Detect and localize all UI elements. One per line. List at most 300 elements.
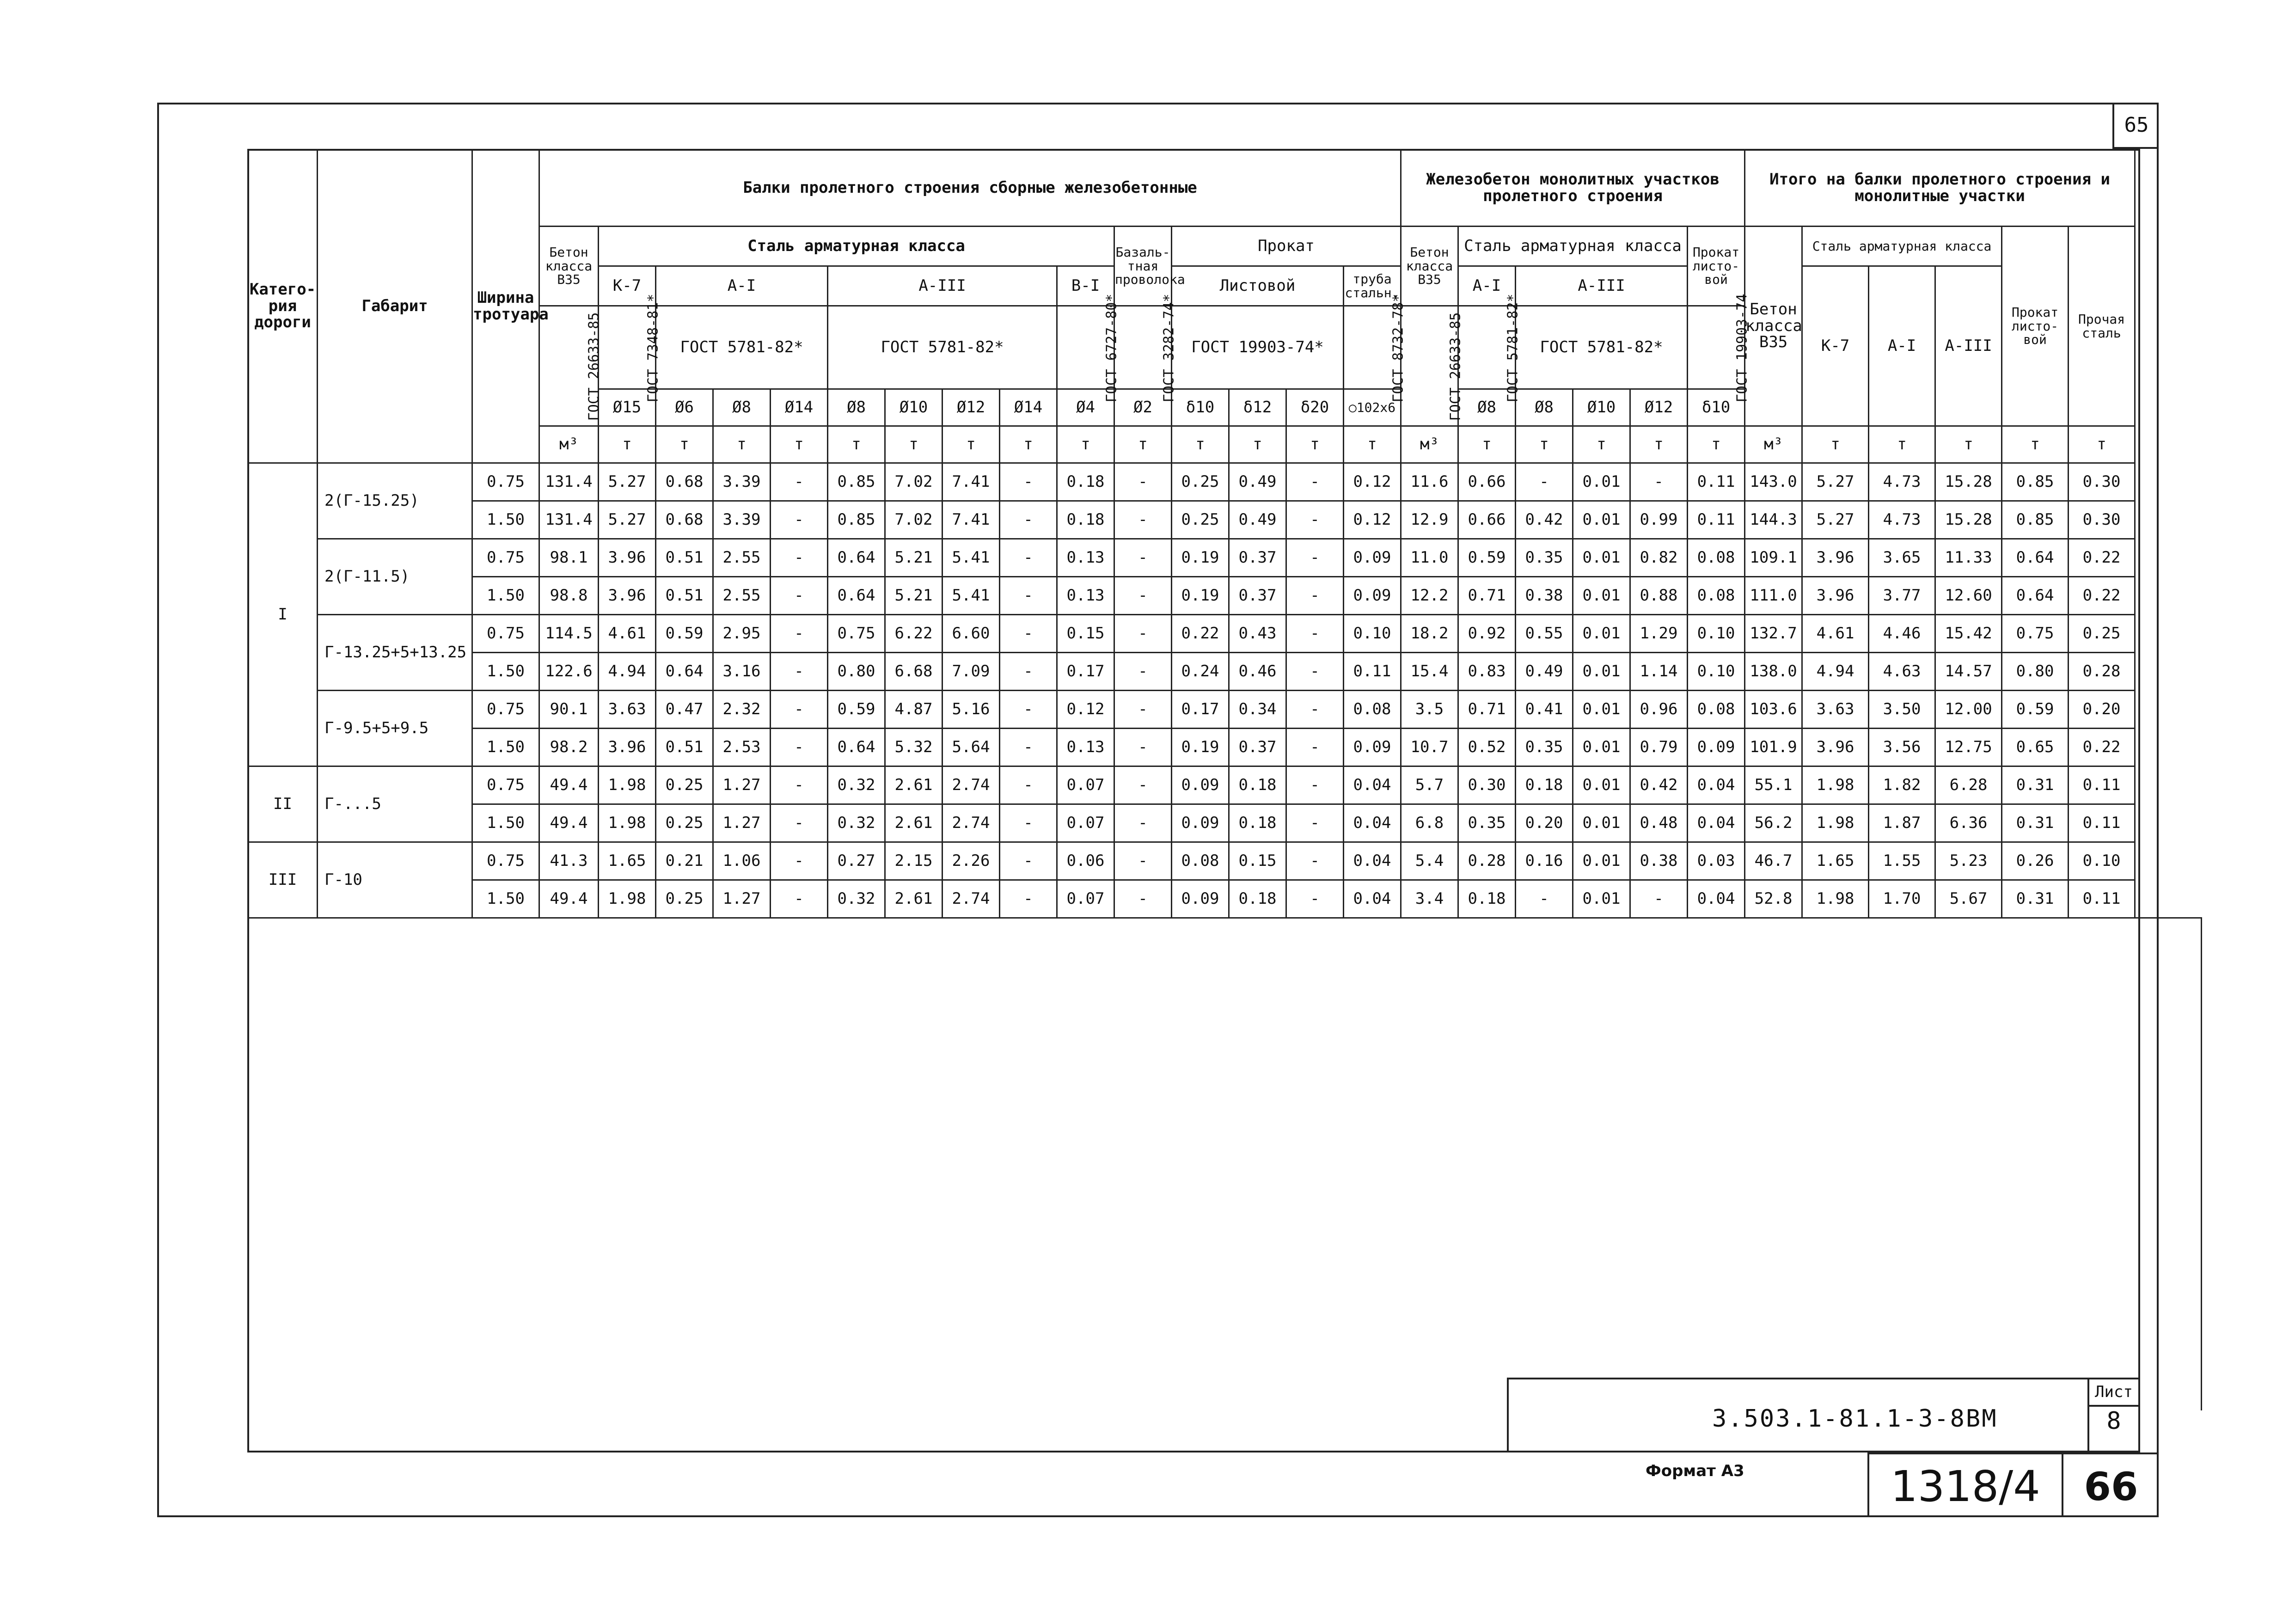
value-cell: 0.17 bbox=[1172, 691, 1229, 729]
value-cell: 0.71 bbox=[1458, 691, 1516, 729]
value-cell: 0.01 bbox=[1573, 539, 1630, 577]
sheet-box bbox=[2087, 1379, 2138, 1454]
value-cell: 0.55 bbox=[1516, 615, 1573, 653]
value-cell: - bbox=[1000, 501, 1057, 539]
value-cell: 4.46 bbox=[1869, 615, 1935, 653]
value-cell: 15.28 bbox=[1935, 463, 2002, 501]
value-cell: 3.5 bbox=[1401, 691, 1458, 729]
value-cell: 0.38 bbox=[1516, 577, 1573, 615]
table-row bbox=[248, 804, 2202, 842]
header-gost-k7: ГОСТ 7348-81* bbox=[599, 306, 656, 389]
header-m-a1: А-I bbox=[1458, 266, 1516, 306]
unit-cell: м³ bbox=[1401, 426, 1458, 463]
header-m-concrete: Бетон класса B35 bbox=[1401, 227, 1458, 306]
gabarit-cell: Г-...5 bbox=[318, 766, 472, 842]
value-cell: 0.01 bbox=[1573, 766, 1630, 804]
header-t-rolled-sheet: Прокат листо-вой bbox=[2002, 227, 2069, 426]
value-cell: 0.51 bbox=[656, 729, 713, 766]
value-cell: - bbox=[1286, 804, 1344, 842]
value-cell: 0.09 bbox=[1344, 539, 1401, 577]
value-cell: - bbox=[771, 463, 828, 501]
value-cell: 6.60 bbox=[942, 615, 1000, 653]
value-cell: 0.04 bbox=[1344, 842, 1401, 880]
value-cell: - bbox=[771, 766, 828, 804]
value-cell: 0.03 bbox=[1688, 842, 1745, 880]
value-cell: 0.92 bbox=[1458, 615, 1516, 653]
header-gabarit: Габарит bbox=[318, 150, 472, 463]
header-diam: Ø10 bbox=[885, 389, 942, 426]
value-cell: 0.12 bbox=[1057, 691, 1114, 729]
value-cell: 2.95 bbox=[713, 615, 771, 653]
header-gost-19903: ГОСТ 19903-74* bbox=[1172, 306, 1344, 389]
unit-cell: т bbox=[1114, 426, 1172, 463]
value-cell: - bbox=[1000, 729, 1057, 766]
value-cell: 5.7 bbox=[1401, 766, 1458, 804]
value-cell: 0.59 bbox=[1458, 539, 1516, 577]
sidewalk-cell: 0.75 bbox=[472, 615, 539, 653]
header-t-a1: А-I bbox=[1869, 266, 1935, 426]
value-cell: 1.65 bbox=[599, 842, 656, 880]
value-cell: 0.10 bbox=[1344, 615, 1401, 653]
value-cell: 0.08 bbox=[1688, 691, 1745, 729]
value-cell: 5.16 bbox=[942, 691, 1000, 729]
value-cell: 11.0 bbox=[1401, 539, 1458, 577]
value-cell: 1.98 bbox=[1802, 804, 1869, 842]
value-cell: 111.0 bbox=[1745, 577, 1802, 615]
header-m-diam: Ø12 bbox=[1630, 389, 1688, 426]
value-cell: 0.66 bbox=[1458, 501, 1516, 539]
unit-cell: т bbox=[1172, 426, 1229, 463]
value-cell: 0.64 bbox=[656, 653, 713, 691]
header-a3: А-III bbox=[828, 266, 1057, 306]
value-cell: 0.85 bbox=[828, 501, 885, 539]
value-cell: - bbox=[771, 539, 828, 577]
header-m-gost-concrete: ГОСТ 26633-85 bbox=[1401, 306, 1458, 426]
value-cell: 0.96 bbox=[1630, 691, 1688, 729]
value-cell: 1.98 bbox=[1802, 766, 1869, 804]
value-cell: 0.19 bbox=[1172, 539, 1229, 577]
value-cell: 4.87 bbox=[885, 691, 942, 729]
gabarit-cell: 2(Г-11.5) bbox=[318, 539, 472, 615]
sidewalk-cell: 1.50 bbox=[472, 653, 539, 691]
value-cell: 0.48 bbox=[1630, 804, 1688, 842]
table-body bbox=[248, 463, 2202, 918]
value-cell: 0.46 bbox=[1229, 653, 1286, 691]
value-cell: 52.8 bbox=[1745, 880, 1802, 918]
value-cell: - bbox=[1286, 615, 1344, 653]
value-cell: 0.59 bbox=[2002, 691, 2069, 729]
value-cell: 0.31 bbox=[2002, 766, 2069, 804]
value-cell: 4.63 bbox=[1869, 653, 1935, 691]
header-a1: А-I bbox=[656, 266, 828, 306]
page-number: 66 bbox=[2062, 1452, 2159, 1517]
header-m-a3: А-III bbox=[1516, 266, 1688, 306]
value-cell: 0.49 bbox=[1516, 653, 1573, 691]
value-cell: 7.41 bbox=[942, 463, 1000, 501]
value-cell: 3.77 bbox=[1869, 577, 1935, 615]
value-cell: 6.36 bbox=[1935, 804, 2002, 842]
unit-cell: т bbox=[1688, 426, 1745, 463]
value-cell: - bbox=[1286, 729, 1344, 766]
value-cell: 0.04 bbox=[1688, 804, 1745, 842]
value-cell: 3.4 bbox=[1401, 880, 1458, 918]
value-cell: 2.32 bbox=[713, 691, 771, 729]
sidewalk-cell: 1.50 bbox=[472, 880, 539, 918]
category-cell: III bbox=[248, 842, 318, 918]
header-gost-6727: ГОСТ 6727-80* bbox=[1057, 306, 1114, 389]
value-cell: 0.11 bbox=[2069, 766, 2135, 804]
value-cell: 2.26 bbox=[942, 842, 1000, 880]
value-cell: 0.64 bbox=[2002, 577, 2069, 615]
value-cell: 0.32 bbox=[828, 804, 885, 842]
value-cell: 3.96 bbox=[599, 577, 656, 615]
value-cell: 0.37 bbox=[1229, 729, 1286, 766]
value-cell: 41.3 bbox=[539, 842, 599, 880]
format-label: Формат А3 bbox=[1646, 1462, 1744, 1480]
unit-cell: т bbox=[1516, 426, 1573, 463]
value-cell: - bbox=[1000, 615, 1057, 653]
header-diam: Ø2 bbox=[1114, 389, 1172, 426]
value-cell: 5.27 bbox=[1802, 501, 1869, 539]
value-cell: 0.04 bbox=[1344, 804, 1401, 842]
value-cell: 0.43 bbox=[1229, 615, 1286, 653]
value-cell: - bbox=[1516, 880, 1573, 918]
material-table bbox=[247, 149, 2202, 1410]
value-cell: 0.85 bbox=[828, 463, 885, 501]
value-cell: 0.20 bbox=[2069, 691, 2135, 729]
value-cell: 0.01 bbox=[1573, 501, 1630, 539]
value-cell: 0.08 bbox=[1344, 691, 1401, 729]
value-cell: - bbox=[771, 804, 828, 842]
unit-cell: т bbox=[1286, 426, 1344, 463]
unit-cell: т bbox=[771, 426, 828, 463]
value-cell: - bbox=[1000, 804, 1057, 842]
gabarit-cell: Г-9.5+5+9.5 bbox=[318, 691, 472, 766]
value-cell: 2.74 bbox=[942, 804, 1000, 842]
value-cell: - bbox=[771, 880, 828, 918]
value-cell: 5.27 bbox=[599, 463, 656, 501]
unit-cell: т bbox=[1000, 426, 1057, 463]
value-cell: - bbox=[1114, 691, 1172, 729]
value-cell: 0.07 bbox=[1057, 766, 1114, 804]
value-cell: 103.6 bbox=[1745, 691, 1802, 729]
value-cell: 0.19 bbox=[1172, 577, 1229, 615]
value-cell: 0.08 bbox=[1688, 577, 1745, 615]
value-cell: 15.28 bbox=[1935, 501, 2002, 539]
value-cell: 0.07 bbox=[1057, 804, 1114, 842]
value-cell: 3.96 bbox=[599, 729, 656, 766]
header-basalt-wire: Базаль-тная проволока bbox=[1114, 227, 1172, 306]
value-cell: 0.09 bbox=[1344, 729, 1401, 766]
value-cell: 3.56 bbox=[1869, 729, 1935, 766]
value-cell: 0.06 bbox=[1057, 842, 1114, 880]
value-cell: 55.1 bbox=[1745, 766, 1802, 804]
value-cell: 1.27 bbox=[713, 880, 771, 918]
value-cell: - bbox=[771, 577, 828, 615]
value-cell: 0.32 bbox=[828, 880, 885, 918]
value-cell: 5.32 bbox=[885, 729, 942, 766]
value-cell: 0.30 bbox=[1458, 766, 1516, 804]
value-cell: 10.7 bbox=[1401, 729, 1458, 766]
value-cell: - bbox=[1000, 691, 1057, 729]
value-cell: - bbox=[1114, 463, 1172, 501]
unit-cell: т bbox=[1344, 426, 1401, 463]
value-cell: 0.38 bbox=[1630, 842, 1688, 880]
value-cell: 0.01 bbox=[1573, 691, 1630, 729]
header-diam: Ø14 bbox=[771, 389, 828, 426]
value-cell: 0.35 bbox=[1516, 539, 1573, 577]
header-sheet-rolled: Листовой bbox=[1172, 266, 1344, 306]
value-cell: 7.02 bbox=[885, 463, 942, 501]
sheet-label: Лист bbox=[2089, 1379, 2138, 1407]
value-cell: 0.21 bbox=[656, 842, 713, 880]
value-cell: 0.42 bbox=[1516, 501, 1573, 539]
value-cell: 7.41 bbox=[942, 501, 1000, 539]
sidewalk-cell: 1.50 bbox=[472, 501, 539, 539]
value-cell: - bbox=[771, 501, 828, 539]
value-cell: 3.16 bbox=[713, 653, 771, 691]
value-cell: 3.39 bbox=[713, 463, 771, 501]
value-cell: 0.11 bbox=[2069, 804, 2135, 842]
unit-cell: т bbox=[1869, 426, 1935, 463]
value-cell: 0.82 bbox=[1630, 539, 1688, 577]
value-cell: 1.98 bbox=[599, 880, 656, 918]
value-cell: - bbox=[1114, 501, 1172, 539]
value-cell: 4.73 bbox=[1869, 501, 1935, 539]
value-cell: 0.31 bbox=[2002, 804, 2069, 842]
table-row bbox=[248, 577, 2202, 615]
value-cell: 0.04 bbox=[1688, 766, 1745, 804]
value-cell: 0.16 bbox=[1516, 842, 1573, 880]
value-cell: 2.15 bbox=[885, 842, 942, 880]
header-m-gost-5781-a1: ГОСТ 5781-82* bbox=[1458, 306, 1516, 389]
value-cell: 0.01 bbox=[1573, 463, 1630, 501]
table-row bbox=[248, 653, 2202, 691]
value-cell: - bbox=[1630, 880, 1688, 918]
table-row bbox=[248, 501, 2202, 539]
gabarit-cell: 2(Г-15.25) bbox=[318, 463, 472, 539]
unit-cell: т bbox=[713, 426, 771, 463]
value-cell: 0.08 bbox=[1688, 539, 1745, 577]
value-cell: 5.21 bbox=[885, 539, 942, 577]
sidewalk-cell: 1.50 bbox=[472, 804, 539, 842]
value-cell: 0.83 bbox=[1458, 653, 1516, 691]
table-row bbox=[248, 691, 2202, 729]
value-cell: 0.68 bbox=[656, 501, 713, 539]
value-cell: 132.7 bbox=[1745, 615, 1802, 653]
value-cell: 0.31 bbox=[2002, 880, 2069, 918]
sidewalk-cell: 0.75 bbox=[472, 766, 539, 804]
value-cell: 0.51 bbox=[656, 539, 713, 577]
value-cell: 4.94 bbox=[599, 653, 656, 691]
value-cell: 3.65 bbox=[1869, 539, 1935, 577]
unit-cell: т bbox=[1935, 426, 2002, 463]
table-row bbox=[248, 615, 2202, 653]
value-cell: 0.28 bbox=[2069, 653, 2135, 691]
value-cell: 5.27 bbox=[1802, 463, 1869, 501]
value-cell: 6.22 bbox=[885, 615, 942, 653]
value-cell: 0.04 bbox=[1344, 880, 1401, 918]
header-t-a3: А-III bbox=[1935, 266, 2002, 426]
value-cell: 0.22 bbox=[2069, 539, 2135, 577]
value-cell: 49.4 bbox=[539, 804, 599, 842]
value-cell: 0.15 bbox=[1057, 615, 1114, 653]
header-diam: Ø8 bbox=[713, 389, 771, 426]
header-thick: δ12 bbox=[1229, 389, 1286, 426]
value-cell: 3.96 bbox=[599, 539, 656, 577]
header-pipe-size: ○102х6 bbox=[1344, 389, 1401, 426]
value-cell: - bbox=[771, 615, 828, 653]
value-cell: 0.22 bbox=[2069, 729, 2135, 766]
value-cell: 4.61 bbox=[599, 615, 656, 653]
value-cell: 6.8 bbox=[1401, 804, 1458, 842]
unit-cell: м³ bbox=[539, 426, 599, 463]
header-gost-3282: ГОСТ 3282-74* bbox=[1114, 306, 1172, 389]
value-cell: 0.15 bbox=[1229, 842, 1286, 880]
value-cell: - bbox=[1000, 880, 1057, 918]
header-m-rolled-sheet: Прокат листо-вой bbox=[1688, 227, 1745, 306]
value-cell: 0.18 bbox=[1229, 880, 1286, 918]
value-cell: 18.2 bbox=[1401, 615, 1458, 653]
value-cell: 0.18 bbox=[1229, 804, 1286, 842]
value-cell: 0.01 bbox=[1573, 577, 1630, 615]
value-cell: - bbox=[1114, 880, 1172, 918]
sheet-number: 8 bbox=[2106, 1407, 2121, 1435]
drawing-code: 3.503.1-81.1-3-8ВМ bbox=[1712, 1405, 1998, 1433]
value-cell: 0.68 bbox=[656, 463, 713, 501]
value-cell: 0.11 bbox=[1688, 463, 1745, 501]
value-cell: 46.7 bbox=[1745, 842, 1802, 880]
header-gost-5781-a3: ГОСТ 5781-82* bbox=[828, 306, 1057, 389]
header-t-k7: К-7 bbox=[1802, 266, 1869, 426]
value-cell: 1.87 bbox=[1869, 804, 1935, 842]
header-m-diam: Ø10 bbox=[1573, 389, 1630, 426]
value-cell: - bbox=[1630, 463, 1688, 501]
value-cell: 0.18 bbox=[1516, 766, 1573, 804]
header-sidewalk: Ширина тротуара bbox=[472, 150, 539, 463]
header-gost-concrete: ГОСТ 26633-85 bbox=[539, 306, 599, 426]
unit-cell: м³ bbox=[1745, 426, 1802, 463]
value-cell: 1.06 bbox=[713, 842, 771, 880]
value-cell: 1.70 bbox=[1869, 880, 1935, 918]
header-t-steel-class: Сталь арматурная класса bbox=[1802, 227, 2002, 266]
value-cell: 0.09 bbox=[1344, 577, 1401, 615]
value-cell: 0.09 bbox=[1688, 729, 1745, 766]
value-cell: 0.19 bbox=[1172, 729, 1229, 766]
header-diam: Ø14 bbox=[1000, 389, 1057, 426]
value-cell: - bbox=[1114, 804, 1172, 842]
value-cell: - bbox=[1286, 463, 1344, 501]
header-diam: Ø15 bbox=[599, 389, 656, 426]
value-cell: - bbox=[1516, 463, 1573, 501]
value-cell: 5.67 bbox=[1935, 880, 2002, 918]
header-diam: Ø4 bbox=[1057, 389, 1114, 426]
header-diam: Ø8 bbox=[828, 389, 885, 426]
header-concrete-b35: Бетон класса B35 bbox=[539, 227, 599, 306]
value-cell: - bbox=[1286, 501, 1344, 539]
value-cell: 98.8 bbox=[539, 577, 599, 615]
unit-cell: т bbox=[599, 426, 656, 463]
value-cell: 0.25 bbox=[2069, 615, 2135, 653]
value-cell: 3.39 bbox=[713, 501, 771, 539]
value-cell: 6.68 bbox=[885, 653, 942, 691]
value-cell: 0.59 bbox=[656, 615, 713, 653]
unit-cell: т bbox=[1229, 426, 1286, 463]
header-diam: Ø12 bbox=[942, 389, 1000, 426]
value-cell: 12.60 bbox=[1935, 577, 2002, 615]
value-cell: 101.9 bbox=[1745, 729, 1802, 766]
value-cell: - bbox=[1000, 539, 1057, 577]
sidewalk-cell: 1.50 bbox=[472, 729, 539, 766]
value-cell: 5.21 bbox=[885, 577, 942, 615]
value-cell: 0.01 bbox=[1573, 615, 1630, 653]
value-cell: 11.33 bbox=[1935, 539, 2002, 577]
value-cell: 0.71 bbox=[1458, 577, 1516, 615]
unit-cell: т bbox=[1802, 426, 1869, 463]
value-cell: 0.18 bbox=[1057, 501, 1114, 539]
value-cell: 0.25 bbox=[656, 766, 713, 804]
unit-cell: т bbox=[656, 426, 713, 463]
value-cell: - bbox=[771, 842, 828, 880]
value-cell: 1.27 bbox=[713, 804, 771, 842]
value-cell: 0.18 bbox=[1229, 766, 1286, 804]
value-cell: 0.11 bbox=[1688, 501, 1745, 539]
value-cell: 1.98 bbox=[599, 766, 656, 804]
header-rolled: Прокат bbox=[1172, 227, 1401, 266]
value-cell: 14.57 bbox=[1935, 653, 2002, 691]
value-cell: 0.25 bbox=[1172, 463, 1229, 501]
header-gost-5781-a1: ГОСТ 5781-82* bbox=[656, 306, 828, 389]
value-cell: 4.61 bbox=[1802, 615, 1869, 653]
value-cell: 0.11 bbox=[1344, 653, 1401, 691]
value-cell: 3.63 bbox=[1802, 691, 1869, 729]
value-cell: 49.4 bbox=[539, 766, 599, 804]
value-cell: 0.13 bbox=[1057, 539, 1114, 577]
value-cell: 0.66 bbox=[1458, 463, 1516, 501]
value-cell: 12.00 bbox=[1935, 691, 2002, 729]
gabarit-cell: Г-13.25+5+13.25 bbox=[318, 615, 472, 691]
value-cell: 7.02 bbox=[885, 501, 942, 539]
header-k7: К-7 bbox=[599, 266, 656, 306]
value-cell: 0.09 bbox=[1172, 804, 1229, 842]
value-cell: 0.41 bbox=[1516, 691, 1573, 729]
value-cell: 0.30 bbox=[2069, 463, 2135, 501]
sidewalk-cell: 0.75 bbox=[472, 463, 539, 501]
value-cell: 0.80 bbox=[2002, 653, 2069, 691]
value-cell: 2.55 bbox=[713, 539, 771, 577]
value-cell: 0.11 bbox=[2069, 880, 2135, 918]
value-cell: 0.65 bbox=[2002, 729, 2069, 766]
value-cell: 0.85 bbox=[2002, 501, 2069, 539]
gabarit-cell: Г-10 bbox=[318, 842, 472, 918]
value-cell: 109.1 bbox=[1745, 539, 1802, 577]
value-cell: 1.14 bbox=[1630, 653, 1688, 691]
value-cell: 0.52 bbox=[1458, 729, 1516, 766]
unit-cell: т bbox=[942, 426, 1000, 463]
value-cell: 0.99 bbox=[1630, 501, 1688, 539]
value-cell: - bbox=[771, 653, 828, 691]
value-cell: 2.74 bbox=[942, 880, 1000, 918]
value-cell: 98.1 bbox=[539, 539, 599, 577]
value-cell: - bbox=[1114, 615, 1172, 653]
value-cell: 1.82 bbox=[1869, 766, 1935, 804]
value-cell: 49.4 bbox=[539, 880, 599, 918]
value-cell: 2.55 bbox=[713, 577, 771, 615]
value-cell: - bbox=[1114, 842, 1172, 880]
unit-cell: т bbox=[1057, 426, 1114, 463]
value-cell: 0.13 bbox=[1057, 729, 1114, 766]
value-cell: 1.27 bbox=[713, 766, 771, 804]
